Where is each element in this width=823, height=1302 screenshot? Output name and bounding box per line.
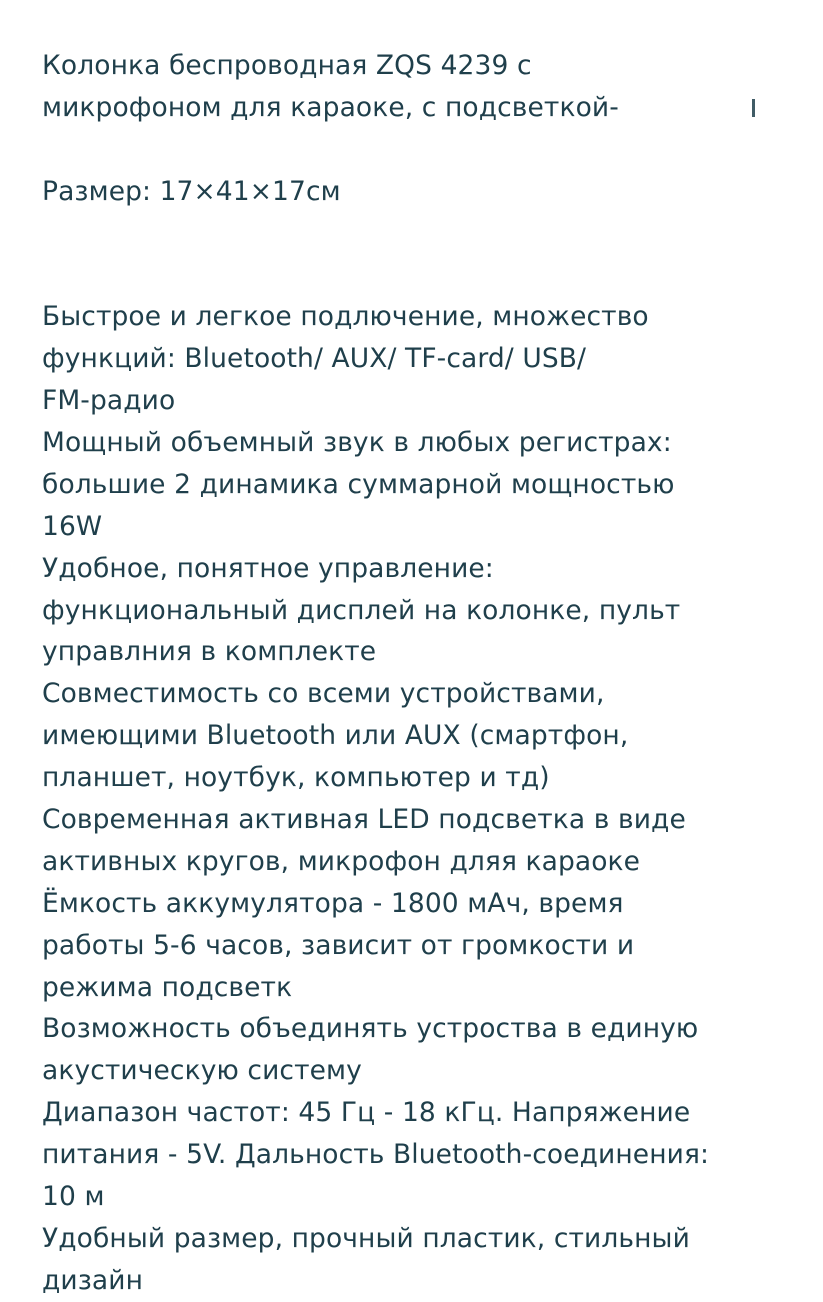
feature-line: управлния в комплекте: [42, 636, 377, 668]
feature-line: функций: Bluetooth/ AUX/ TF-card/ USB/: [42, 343, 587, 375]
blank-line: [42, 254, 782, 296]
feature-line: Мощный объемный звук в любых регистрах:: [42, 427, 672, 459]
feature-line: Быстрое и легкое подлючение, множество: [42, 301, 649, 333]
feature-line: имеющими Bluetooth или AUX (смартфон,: [42, 720, 629, 752]
feature-line: Удобное, понятное управление:: [42, 552, 494, 584]
blank-line: [42, 129, 782, 171]
feature-line: Ёмкость аккумулятора - 1800 мАч, время: [42, 887, 624, 919]
size-line: Размер: 17×41×17см: [42, 175, 341, 207]
feature-line: дизайн: [42, 1264, 144, 1296]
feature-line: FM-радио: [42, 385, 176, 417]
feature-line: питания - 5V. Дальность Bluetooth-соединения:: [42, 1139, 710, 1171]
title-line-2: микрофоном для караоке, с подсветкой-: [42, 91, 619, 123]
feature-line: планшет, ноутбук, компьютер и тд): [42, 762, 550, 794]
feature-line: 16W: [42, 510, 103, 542]
feature-line: 10 м: [42, 1181, 105, 1213]
feature-line: акустическую систему: [42, 1055, 362, 1087]
stray-mark: [752, 99, 755, 117]
blank-line: [42, 213, 782, 255]
title-line-1: Колонка беспроводная ZQS 4239 с: [42, 50, 532, 81]
feature-line: активных кругов, микрофон дляя караоке: [42, 845, 641, 877]
product-description: [42, 45, 782, 1302]
feature-line: работы 5-6 часов, зависит от громкости и: [42, 929, 635, 961]
feature-line: большие 2 динамика суммарной мощностью: [42, 468, 675, 500]
feature-line: Современная активная LED подсветка в виде: [42, 804, 686, 836]
feature-line: функциональный дисплей на колонке, пульт: [42, 594, 681, 626]
feature-line: Возможность объединять устроства в единую: [42, 1013, 699, 1045]
feature-line: Удобный размер, прочный пластик, стильный: [42, 1222, 690, 1254]
feature-line: Диапазон частот: 45 Гц - 18 кГц. Напряжение: [42, 1097, 691, 1129]
feature-line: режима подсветк: [42, 971, 293, 1003]
feature-line: Совместимость со всеми устройствами,: [42, 678, 605, 710]
